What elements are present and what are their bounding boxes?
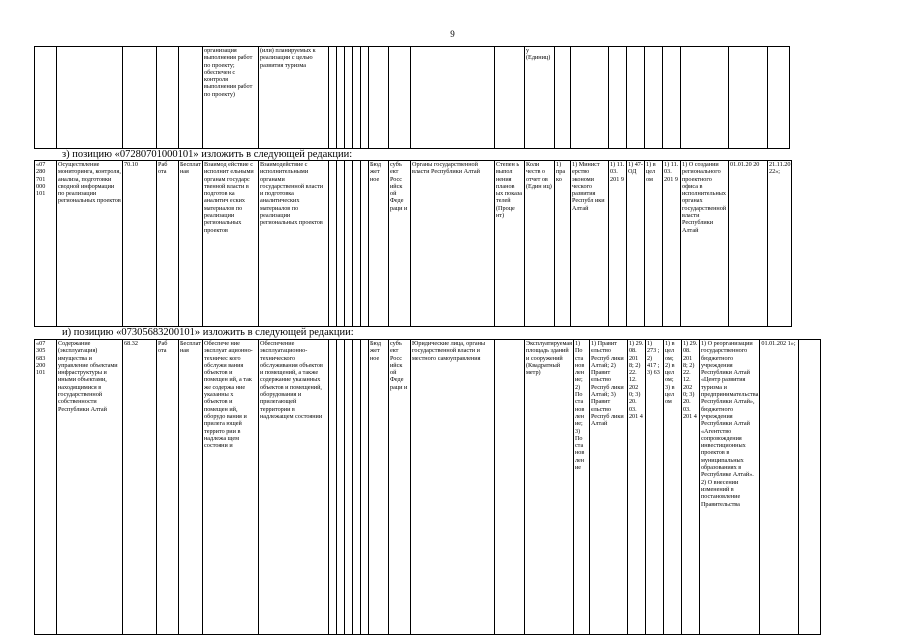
- table-cell: 1) 29. 08. 201 8; 2) 22. 12. 202 0; 3) 20. 03. 201 4: [627, 340, 645, 635]
- table-cell: Раб ота: [157, 340, 179, 635]
- table-row: [35, 47, 790, 149]
- table-cell: [729, 47, 768, 149]
- table-cell: [353, 161, 361, 327]
- table-cell: 01.01.202 1»;: [760, 340, 799, 635]
- table-cell: Бесплат ная: [179, 340, 203, 635]
- table-cell: Взаимод ействие с исполнит ельными органам государс твенной власти в подготов ка аналитич еских материалов по реализации региональных проектов: [203, 161, 259, 327]
- table-cell: Бюд жет ное: [369, 161, 389, 327]
- table-cell: [768, 47, 790, 149]
- table-cell: 1) Минист ерство экономи ческого развития Республ ики Алтай: [571, 161, 609, 327]
- table-cell: Органы государственной власти Республики Алтай: [411, 161, 495, 327]
- table-cell: [345, 161, 353, 327]
- table-cell: [123, 47, 157, 149]
- table-cell: [179, 47, 203, 149]
- table-cell: [389, 47, 411, 149]
- table-cell: [663, 47, 681, 149]
- table-cell: 1) пра ко: [555, 161, 571, 327]
- table-cell: [353, 47, 361, 149]
- table-cell: [157, 47, 179, 149]
- table-cell: [329, 47, 337, 149]
- table-cell: «07 305 683 200 101: [35, 340, 57, 635]
- register-fragment-table: [34, 46, 790, 149]
- table-cell: [627, 47, 645, 149]
- table-cell: [35, 47, 57, 149]
- table-cell: [571, 47, 609, 149]
- table-cell: 1) 29. 08. 201 8; 2) 22. 12. 202 0; 3) 20. 03. 201 4: [681, 340, 699, 635]
- table-cell: 1) О реорганизации государственного бюджетного учреждения Республики Алтай «Центр развития туризма и предпринимательства Республики Алтай», бюджетного учреждения Республики Алтай «Агентство сопровождения инвестиционных проектов в муниципальных образованиях в Республике Алтай». 2) О внесении изменений в постановление Правительства: [699, 340, 759, 635]
- table-cell: [799, 340, 821, 635]
- table-cell: [369, 47, 389, 149]
- table-cell: [57, 47, 123, 149]
- table-cell: [681, 47, 729, 149]
- table-cell: субъ ект Росс ийск ой Феде раци и: [389, 340, 411, 635]
- table-cell: [609, 47, 627, 149]
- table-cell: [495, 340, 525, 635]
- table-cell: 1) 273 ; 2) 417 ; 3) 63: [645, 340, 663, 635]
- page-number: 9: [450, 29, 455, 39]
- table-cell: 1) в цел ом: [645, 161, 663, 327]
- table-row: [35, 161, 792, 327]
- table-cell: организация выполнения работ по проекту; обеспечен с контроля выполнения работ по проекту): [203, 47, 259, 149]
- table-cell: 21.11.20 22»;: [768, 161, 792, 327]
- table-cell: [495, 47, 525, 149]
- section-i-table: [34, 339, 821, 635]
- table-cell: «07 280 701 000 101: [35, 161, 57, 327]
- table-cell: [645, 47, 663, 149]
- table-cell: [337, 161, 345, 327]
- table-cell: Обеспече ние эксплуат ационно-техничес кого обслужи вания объектов и помещен ий, а так же содержа ние указанны х объектов и помещен ий, оборудо вания и прилега ющей террито рии в надлежа щем состояни и: [203, 340, 259, 635]
- table-cell: [361, 47, 369, 149]
- table-cell: 1) 47- ОД: [627, 161, 645, 327]
- table-cell: [345, 47, 353, 149]
- table-cell: [337, 340, 345, 635]
- table-cell: Эксплуатируемая площадь зданий и сооружений (Квадратный метр): [525, 340, 574, 635]
- table-cell: [345, 340, 353, 635]
- table-cell: Осуществление мониторинга, контроля, анализа, подготовки сводной информации по реализации региональных проектов: [57, 161, 123, 327]
- table-cell: 1) 11. 03. 201 9: [663, 161, 681, 327]
- table-cell: Коли честв о отчет ов (Един иц): [525, 161, 555, 327]
- table-cell: Бесплат ная: [179, 161, 203, 327]
- table-cell: 01.01.20 20: [729, 161, 768, 327]
- section-z-heading: з) позицию «07280701000101» изложить в следующей редакции:: [62, 149, 353, 160]
- table-cell: 68.32: [123, 340, 157, 635]
- table-cell: 1) По ста нов лен ие; 2) По ста нов лен ие; 3) По ста нов лен ие: [573, 340, 589, 635]
- table-cell: 1) 11. 03. 201 9: [609, 161, 627, 327]
- table-cell: Раб ота: [157, 161, 179, 327]
- table-cell: 1) Правит ельство Респуб лики Алтай; 2) Правит ельство Респуб лики Алтай; 3) Правит ельство Респуб лики Алтай: [589, 340, 627, 635]
- table-cell: 1) О создании регионального проектного офиса в исполнительных органах государственной власти Республики Алтай: [681, 161, 729, 327]
- table-cell: [329, 340, 337, 635]
- table-cell: субъ ект Росс ийск ой Феде раци и: [389, 161, 411, 327]
- table-cell: 70.10: [123, 161, 157, 327]
- table-cell: Взаимодействие с исполнительными органами государственной власти и подготовка аналитических материалов по реализации региональных проектов: [259, 161, 329, 327]
- table-cell: Степен ь выпол нения планов ых показа телей (Проце нт): [495, 161, 525, 327]
- table-cell: [329, 161, 337, 327]
- table-cell: Содержание (эксплуатация) имущества и управление объектами инфраструктуры и иными объектами, находящимися в государственной собственности Республики Алтай: [57, 340, 123, 635]
- table-cell: [361, 340, 369, 635]
- table-cell: [361, 161, 369, 327]
- table-cell: Обеспечение эксплуатационно-технического обслуживания объектов и помещений, а также содержание указанных объектов и помещений, оборудования и прилегающей территории в надлежащем состоянии: [259, 340, 329, 635]
- table-row: [35, 340, 821, 635]
- table-cell: у (Единиц): [525, 47, 555, 149]
- table-cell: [555, 47, 571, 149]
- table-cell: [411, 47, 495, 149]
- table-cell: Бюд жет ное: [369, 340, 389, 635]
- table-cell: Юридические лица, органы государственной власти и местного самоуправления: [411, 340, 495, 635]
- table-cell: (или) планируемых к реализации с целью развития туризма: [259, 47, 329, 149]
- table-cell: [353, 340, 361, 635]
- table-cell: 1) в цел ом; 2) в цел ом; 3) в цел ом: [663, 340, 681, 635]
- section-i-heading: и) позицию «07305683200101» изложить в следующей редакции:: [62, 327, 354, 338]
- section-z-table: [34, 160, 792, 327]
- table-cell: [337, 47, 345, 149]
